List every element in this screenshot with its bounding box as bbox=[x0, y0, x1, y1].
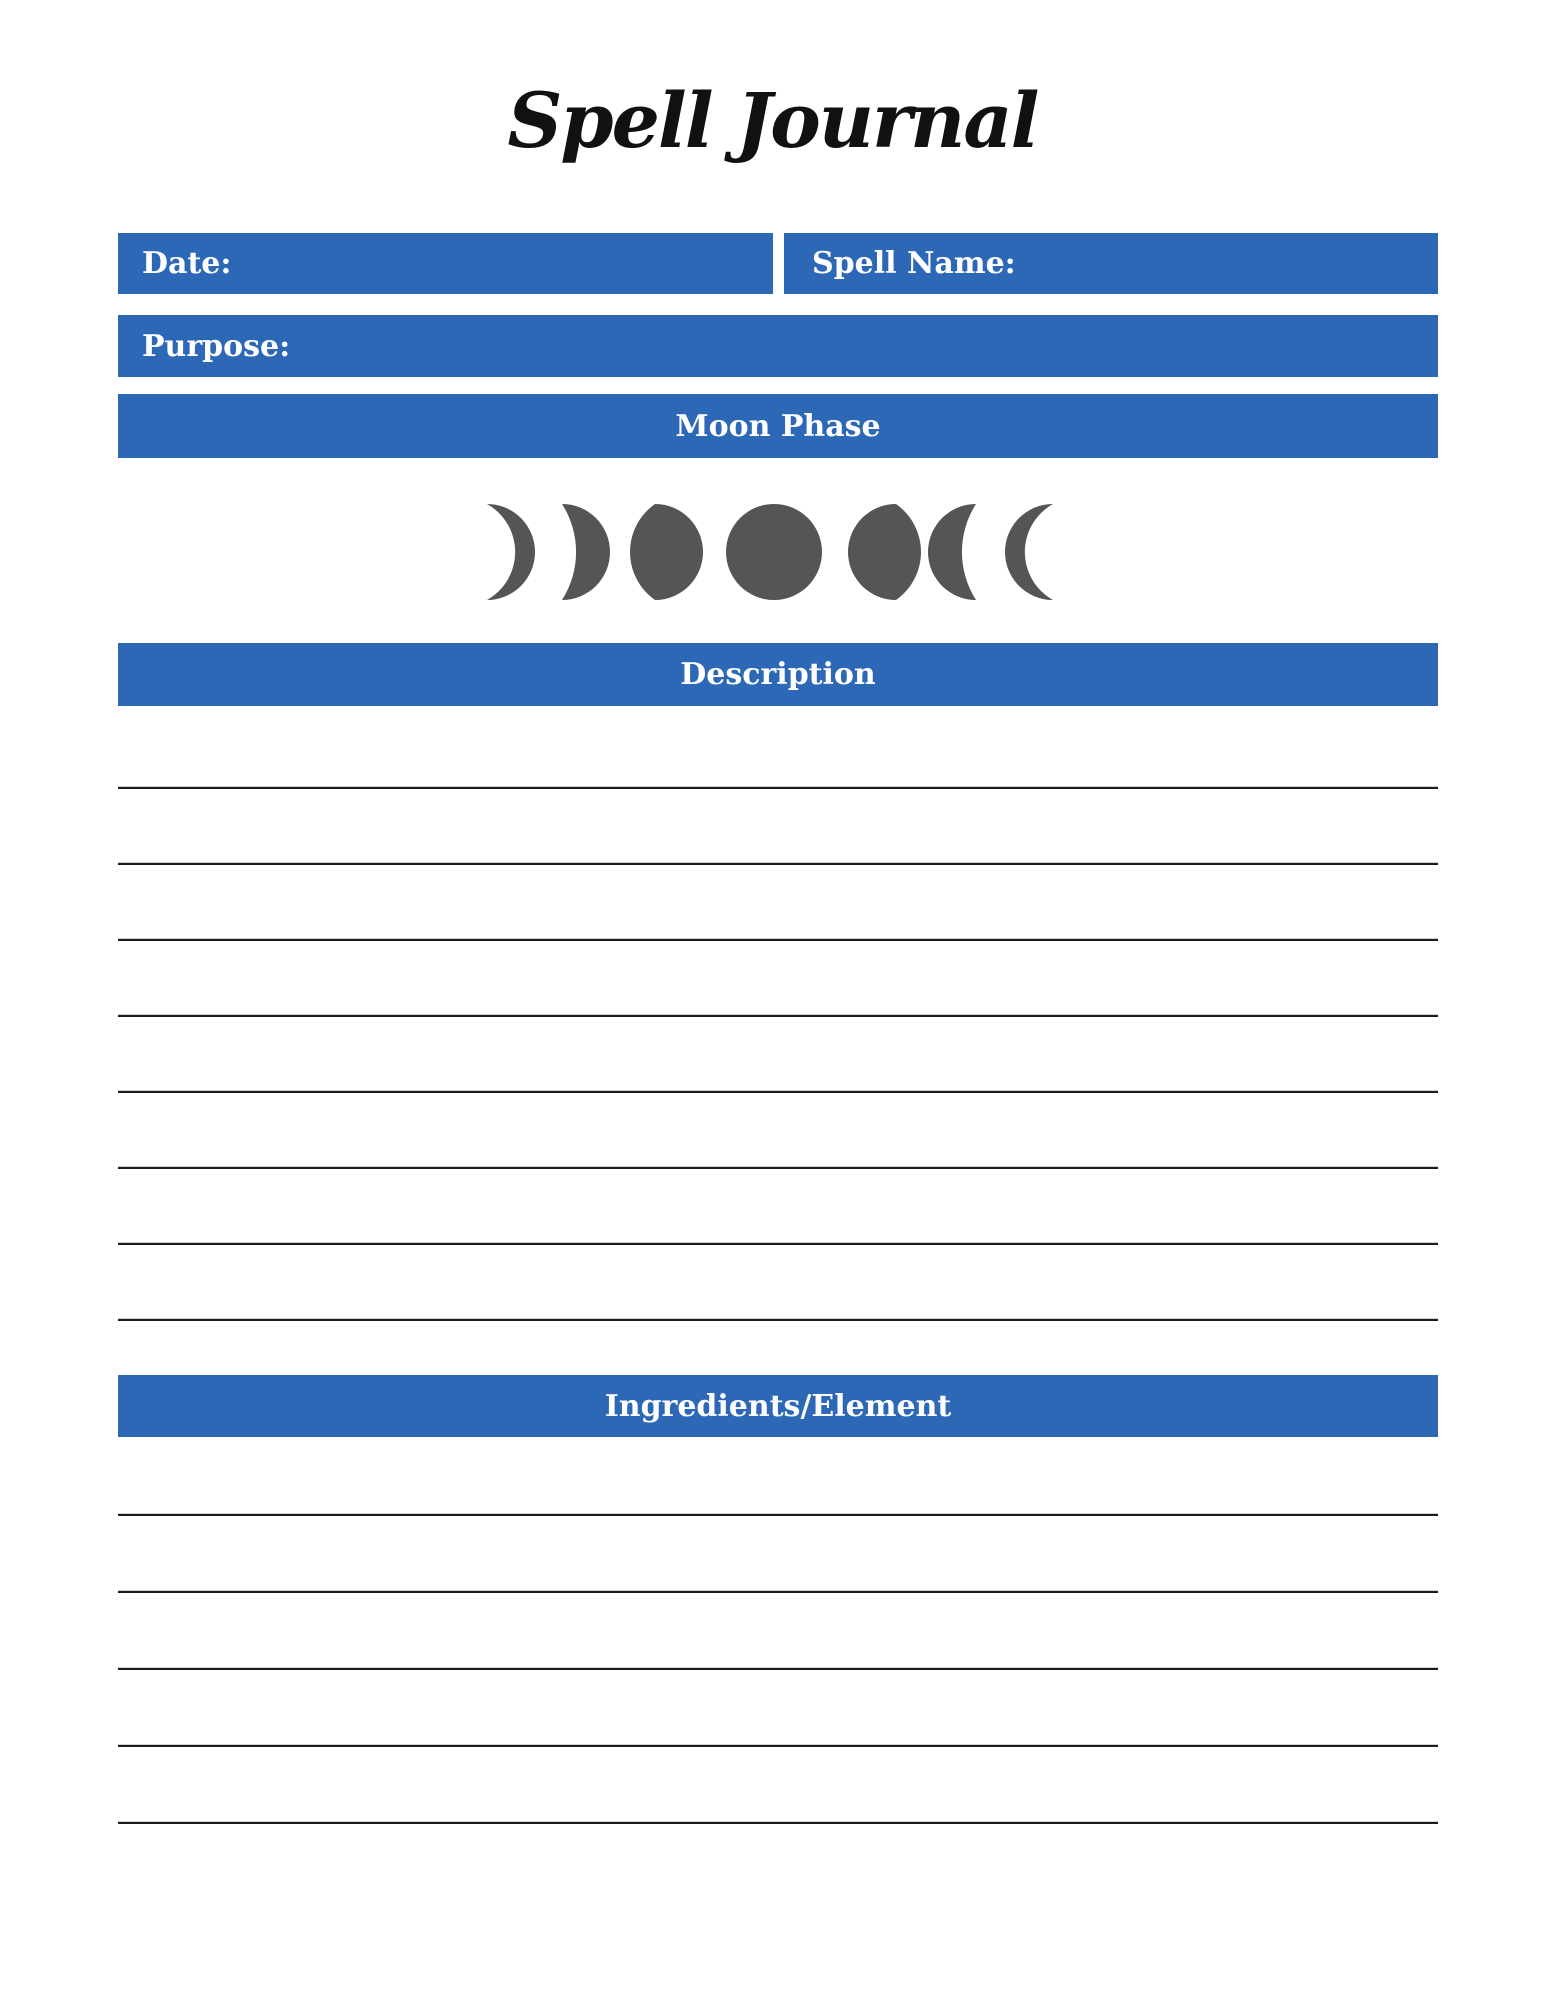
description-writing-lines bbox=[118, 787, 1438, 1395]
waning-crescent-thin-icon bbox=[1005, 504, 1053, 600]
date-label: Date: bbox=[142, 246, 232, 281]
rule-line bbox=[118, 1822, 1438, 1824]
rule-line bbox=[118, 1015, 1438, 1017]
description-header-bar bbox=[118, 643, 1438, 706]
description-title: Description bbox=[680, 657, 876, 692]
waxing-crescent-thin-icon bbox=[487, 504, 535, 600]
rule-line bbox=[118, 1668, 1438, 1670]
date-field-bar bbox=[118, 233, 773, 294]
moon-phase-title: Moon Phase bbox=[675, 408, 881, 444]
purpose-field-bar bbox=[118, 315, 1438, 377]
waning-crescent-icon bbox=[928, 504, 976, 600]
rule-line bbox=[118, 1514, 1438, 1516]
ingredients-header-bar bbox=[118, 1375, 1438, 1437]
ingredients-title: Ingredients/Element bbox=[604, 1388, 952, 1424]
rule-line bbox=[118, 1167, 1438, 1169]
spell-name-label: Spell Name: bbox=[812, 246, 1016, 281]
moon-phase-icons bbox=[482, 502, 1062, 602]
purpose-label: Purpose: bbox=[142, 328, 291, 364]
rule-line bbox=[118, 1745, 1438, 1747]
moon-phases-graphic bbox=[482, 502, 1062, 602]
waxing-crescent-icon bbox=[562, 504, 610, 600]
page-title: Spell Journal bbox=[507, 76, 1038, 165]
full-moon-icon bbox=[726, 504, 822, 600]
rule-line bbox=[118, 1243, 1438, 1245]
ingredients-writing-lines bbox=[118, 1514, 1438, 1899]
waxing-gibbous-crescent-icon bbox=[630, 504, 703, 600]
rule-line bbox=[118, 1091, 1438, 1093]
rule-line bbox=[118, 1319, 1438, 1321]
rule-line bbox=[118, 939, 1438, 941]
moon-phase-header-bar bbox=[118, 394, 1438, 458]
rule-line bbox=[118, 1591, 1438, 1593]
rule-line bbox=[118, 863, 1438, 865]
waning-gibbous-crescent-icon bbox=[848, 504, 921, 600]
spell-name-field-bar bbox=[784, 233, 1438, 294]
rule-line bbox=[118, 787, 1438, 789]
